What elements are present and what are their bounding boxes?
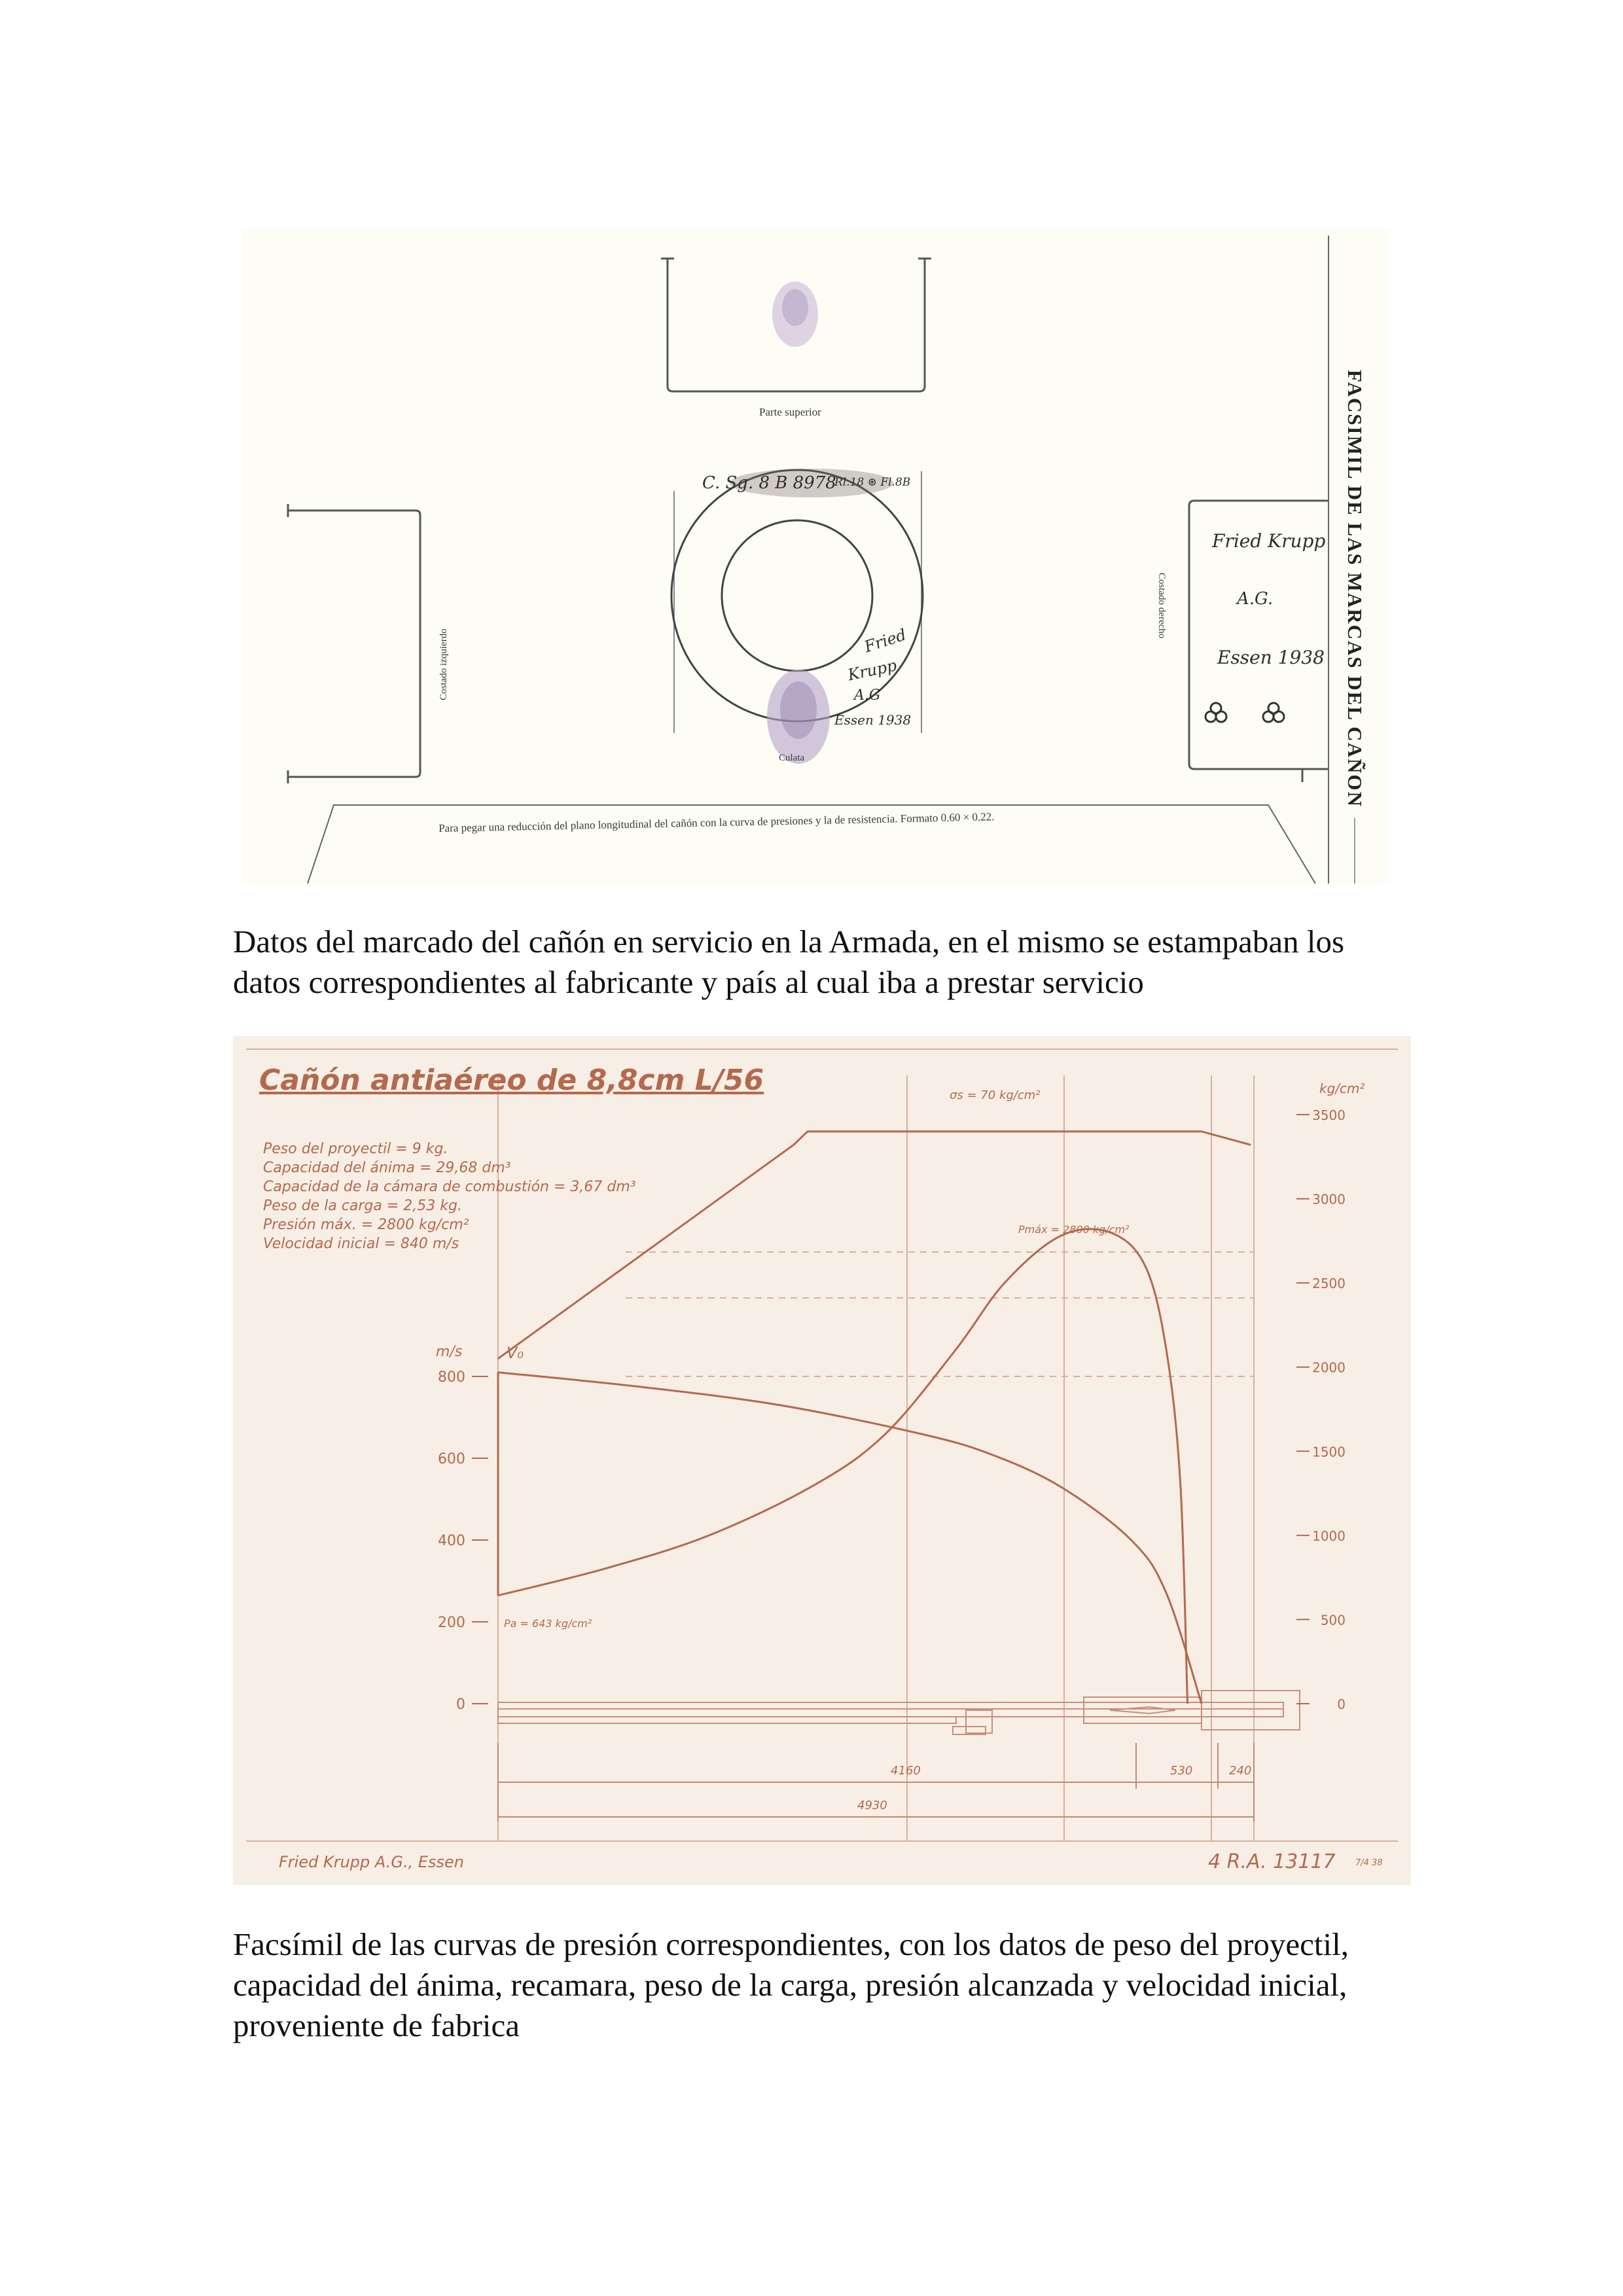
right-label: Costado derecho (1156, 573, 1167, 639)
dim-530: 530 (1170, 1764, 1193, 1778)
dim-4160: 4160 (891, 1764, 921, 1778)
right-tick-label: 3000 (1312, 1191, 1346, 1208)
markings-drawing (242, 229, 1389, 884)
right-tick-label: 3500 (1312, 1107, 1346, 1123)
left-tick-label: 800 (438, 1369, 465, 1386)
right-tick-label: 2500 (1312, 1276, 1346, 1292)
inner-ring (722, 520, 872, 671)
spec-line-4: Peso de la carga = 2,53 kg. (263, 1198, 462, 1214)
right-tick-label: 500 (1320, 1612, 1346, 1628)
maker-label: Fried Krupp A.G., Essen (279, 1853, 465, 1871)
v0-label: V₀ (507, 1344, 524, 1362)
pressure-chart (233, 1036, 1411, 1885)
left-tick-label: 600 (438, 1451, 465, 1467)
bottom-label: Culata (779, 753, 805, 763)
chart-title: Cañón antiaéreo de 8,8cm L/56 (259, 1064, 764, 1097)
left-label: Costado izquierdo (438, 628, 449, 700)
spec-line-6: Velocidad inicial = 840 m/s (263, 1236, 459, 1252)
left-tick-label: 200 (438, 1615, 465, 1631)
top-label: Parte superior (759, 406, 821, 418)
inner-mark-line1: Fried (862, 625, 909, 656)
left-bracket (288, 511, 420, 777)
serial-extra: Rl.18 ⊛ Fl.8B (834, 476, 911, 489)
pressure-curve (498, 1229, 1188, 1704)
resistance-label: σs = 70 kg/cm² (950, 1088, 1041, 1102)
spec-line-3: Capacidad de la cámara de combustión = 3,67 dm³ (263, 1179, 636, 1195)
start-pressure-label: Pa = 643 kg/cm² (504, 1617, 592, 1630)
footnote: Para pegar una reducción del plano longitudinal del cañón con la curva de presiones y la de resistencia. Formato 0.60 × 0.22. (438, 810, 995, 834)
velocity-curve (498, 1372, 1202, 1704)
inner-mark-line2: Krupp (846, 656, 899, 685)
side-mark-line1: Fried Krupp (1212, 530, 1326, 552)
markings-facsimile (242, 229, 1389, 884)
krupp-rings-symbols (1205, 703, 1284, 722)
caption-1: Datos del marcado del cañón en servicio en la Armada, en el mismo se estampaban los datos correspondientes al fabricante y país al cual iba a prestar servicio (233, 924, 1345, 1000)
dim-4930: 4930 (857, 1799, 887, 1812)
right-tick-label: 0 (1337, 1696, 1346, 1712)
right-tick-label: 2000 (1312, 1359, 1346, 1376)
drawing-number: 4 R.A. 13117 (1208, 1850, 1336, 1873)
right-tick-label: 1500 (1312, 1444, 1346, 1460)
resistance-curve (498, 1132, 1251, 1359)
left-tick-label: 0 (456, 1696, 465, 1713)
inner-mark-line4: Essen 1938 (834, 712, 912, 728)
left-tick-label: 400 (438, 1533, 465, 1549)
spec-line-2: Capacidad del ánima = 29,68 dm³ (263, 1160, 511, 1176)
side-mark-line2: A.G. (1237, 589, 1274, 609)
side-mark-line3: Essen 1938 (1217, 647, 1325, 668)
left-axis-unit: m/s (436, 1344, 463, 1360)
right-axis-unit: kg/cm² (1319, 1081, 1365, 1096)
drawing-date: 7/4 38 (1355, 1858, 1383, 1868)
peak-label: Pmáx = 2800 kg/cm² (1018, 1223, 1130, 1236)
inner-mark-line3: A.G (854, 687, 881, 704)
spec-line-5: Presión máx. = 2800 kg/cm² (263, 1217, 469, 1233)
dim-240: 240 (1229, 1764, 1252, 1778)
serial-mark: C. Sg. 8 B 8978 (702, 473, 836, 493)
vertical-title: FACSIMIL DE LAS MARCAS DEL CAÑON (1344, 370, 1366, 808)
right-tick-label: 1000 (1312, 1528, 1346, 1544)
caption-2: Facsímil de las curvas de presión correspondientes, con los datos de peso del proyectil, capacidad del ánima, recamara, peso de la carga, presión alcanzada y velocidad inicial, proveniente de fabrica (233, 1926, 1349, 2043)
spec-line-1: Peso del proyectil = 9 kg. (263, 1141, 448, 1157)
barrel-profile (498, 1691, 1300, 1734)
